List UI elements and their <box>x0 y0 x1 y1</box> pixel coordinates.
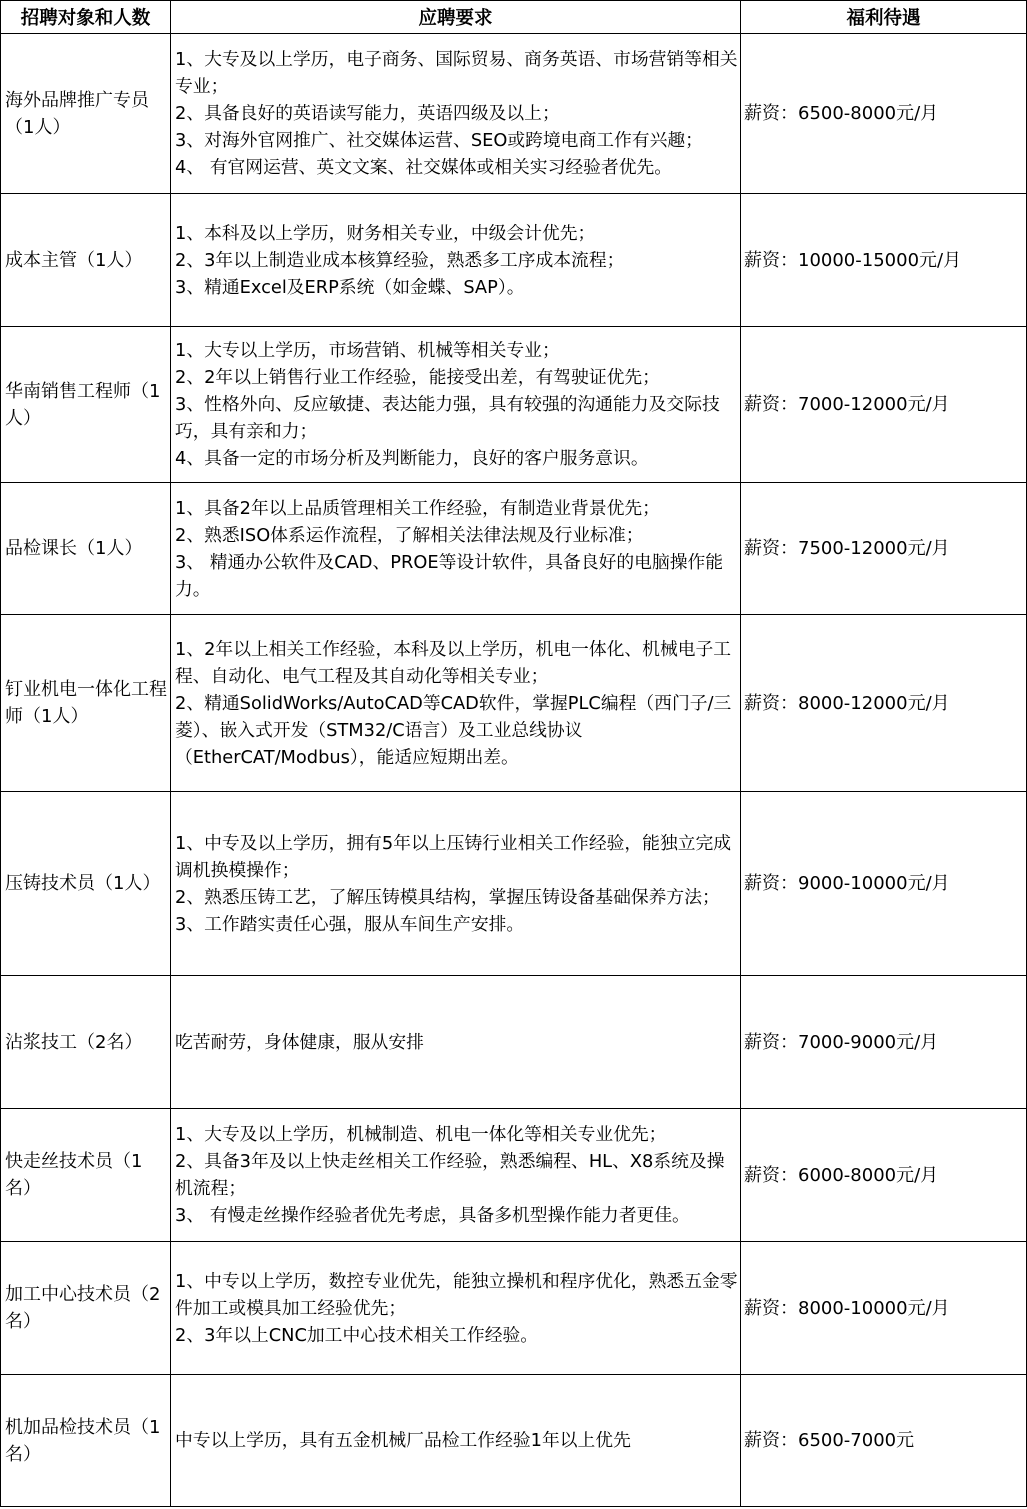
salary-cell: 薪资：7000-9000元/月 <box>741 976 1027 1109</box>
table-row <box>1 792 1027 976</box>
salary-cell: 薪资：8000-12000元/月 <box>741 615 1027 792</box>
table-row <box>1 1375 1027 1507</box>
salary-cell: 薪资：7500-12000元/月 <box>741 483 1027 615</box>
requirement-line: 2、2年以上销售行业工作经验，能接受出差，有驾驶证优先； <box>175 367 660 388</box>
table-row <box>1 483 1027 615</box>
requirement-line: 2、3年以上制造业成本核算经验，熟悉多工序成本流程； <box>175 249 625 271</box>
requirement-line: 1、大专以上学历，市场营销、机械等相关专业； <box>175 340 560 361</box>
requirement-line: 2、3年以上CNC加工中心技术相关工作经验。 <box>175 1324 539 1346</box>
requirement-line: 1、中专以上学历，数控专业优先，能独立操机和程序优化，熟悉五金零件加工或模具加工经验优先； <box>175 1270 738 1319</box>
header-position: 招聘对象和人数 <box>1 1 171 34</box>
header-benefits: 福利待遇 <box>741 1 1027 34</box>
requirement-line: 1、本科及以上学历，财务相关专业，中级会计优先； <box>175 222 596 244</box>
requirement-line: 中专以上学历，具有五金机械厂品检工作经验1年以上优先 <box>175 1430 631 1451</box>
requirement-line: 1、中专及以上学历，拥有5年以上压铸行业相关工作经验，能独立完成调机换模操作； <box>175 832 732 881</box>
requirements-cell <box>171 327 741 483</box>
requirement-line: 4、 有官网运营、英文文案、社交媒体或相关实习经验者优先。 <box>175 157 673 178</box>
requirement-line: 3、 精通办公软件及CAD、PROE等设计软件，具备良好的电脑操作能力。 <box>175 551 724 600</box>
requirement-line: 3、精通Excel及ERP系统（如金蝶、SAP）。 <box>175 276 525 298</box>
requirements-cell <box>171 1109 741 1242</box>
requirement-line: 1、大专及以上学历，机械制造、机电一体化等相关专业优先； <box>175 1124 667 1145</box>
requirement-line: 2、熟悉压铸工艺，了解压铸模具结构，掌握压铸设备基础保养方法； <box>175 886 720 908</box>
salary-cell: 薪资：8000-10000元/月 <box>741 1242 1027 1375</box>
salary-cell: 薪资：7000-12000元/月 <box>741 327 1027 483</box>
requirement-line: 吃苦耐劳，身体健康，服从安排 <box>175 1031 424 1053</box>
salary-cell: 薪资：6500-8000元/月 <box>741 34 1027 194</box>
requirement-line: 3、 有慢走丝操作经验者优先考虑，具备多机型操作能力者更佳。 <box>175 1205 690 1226</box>
position-cell: 华南销售工程师（1人） <box>1 327 171 483</box>
requirement-line: 4、具备一定的市场分析及判断能力，良好的客户服务意识。 <box>175 448 649 469</box>
requirement-line: 1、大专及以上学历，电子商务、国际贸易、商务英语、市场营销等相关专业； <box>175 49 738 97</box>
requirements-cell <box>171 34 741 194</box>
position-cell: 成本主管（1人） <box>1 194 171 327</box>
position-cell: 品检课长（1人） <box>1 483 171 615</box>
salary-cell: 薪资：10000-15000元/月 <box>741 194 1027 327</box>
requirement-line: 2、具备良好的英语读写能力，英语四级及以上； <box>175 103 560 124</box>
salary-cell: 薪资：6500-7000元 <box>741 1375 1027 1507</box>
requirements-cell <box>171 792 741 976</box>
position-cell: 沾浆技工（2名） <box>1 976 171 1109</box>
table-row <box>1 976 1027 1109</box>
position-cell: 机加品检技术员（1名） <box>1 1375 171 1507</box>
salary-cell: 薪资：6000-8000元/月 <box>741 1109 1027 1242</box>
table-row <box>1 615 1027 792</box>
position-cell: 海外品牌推广专员（1人） <box>1 34 171 194</box>
requirements-cell <box>171 615 741 792</box>
table-row <box>1 327 1027 483</box>
requirement-line: 3、工作踏实责任心强，服从车间生产安排。 <box>175 913 525 935</box>
requirement-line: 1、2年以上相关工作经验，本科及以上学历，机电一体化、机械电子工程、自动化、电气工程及其自动化等相关专业； <box>175 638 732 687</box>
header-requirements: 应聘要求 <box>171 1 741 34</box>
position-cell: 钉业机电一体化工程师（1人） <box>1 615 171 792</box>
requirements-cell <box>171 1375 741 1507</box>
table-row <box>1 1109 1027 1242</box>
position-cell: 快走丝技术员（1名） <box>1 1109 171 1242</box>
requirements-cell <box>171 194 741 327</box>
requirement-line: 2、精通SolidWorks/AutoCAD等CAD软件，掌握PLC编程（西门子/三菱）、嵌入式开发（STM32/C语言）及工业总线协议（EtherCAT/Modbus），能适应短期出差。 <box>175 692 732 768</box>
position-cell: 压铸技术员（1人） <box>1 792 171 976</box>
requirement-line: 3、性格外向、反应敏捷、表达能力强，具有较强的沟通能力及交际技巧，具有亲和力； <box>175 394 720 442</box>
requirements-cell <box>171 483 741 615</box>
position-cell: 加工中心技术员（2名） <box>1 1242 171 1375</box>
requirements-cell <box>171 1242 741 1375</box>
requirement-line: 2、具备3年及以上快走丝相关工作经验，熟悉编程、HL、X8系统及操机流程； <box>175 1151 725 1199</box>
header-row <box>1 1 1027 34</box>
requirements-cell <box>171 976 741 1109</box>
table-row <box>1 1242 1027 1375</box>
table-row <box>1 34 1027 194</box>
table-row <box>1 194 1027 327</box>
requirement-line: 3、对海外官网推广、社交媒体运营、SEO或跨境电商工作有兴趣； <box>175 130 703 151</box>
requirement-line: 2、熟悉ISO体系运作流程，了解相关法律法规及行业标准； <box>175 524 644 546</box>
salary-cell: 薪资：9000-10000元/月 <box>741 792 1027 976</box>
requirement-line: 1、具备2年以上品质管理相关工作经验，有制造业背景优先； <box>175 497 660 519</box>
